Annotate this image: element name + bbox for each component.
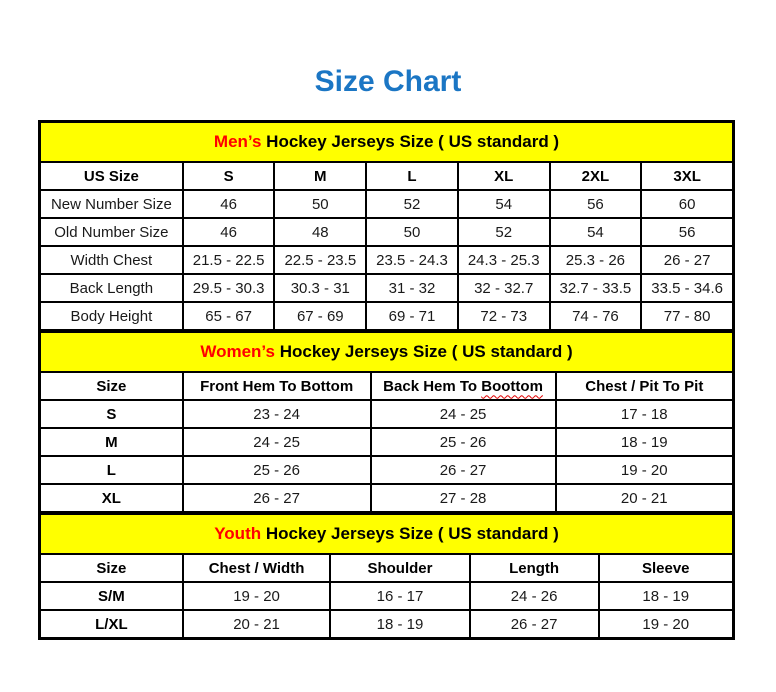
size-value: 46 [183, 218, 275, 246]
row-label: S/M [40, 582, 183, 610]
col-header-2xl: 2XL [550, 162, 642, 190]
size-value: 18 - 19 [330, 610, 469, 638]
size-value: 20 - 21 [556, 484, 733, 512]
size-value: 32 - 32.7 [458, 274, 550, 302]
size-value: 22.5 - 23.5 [274, 246, 366, 274]
size-value: 25 - 26 [371, 428, 556, 456]
size-value: 19 - 20 [599, 610, 733, 638]
col-header-us-size: US Size [40, 162, 183, 190]
size-value: 72 - 73 [458, 302, 550, 330]
mens-section-title [40, 122, 733, 162]
col-header-3xl: 3XL [641, 162, 733, 190]
womens-column-header-row [40, 372, 733, 400]
table-row-women-xl [40, 484, 733, 512]
table-row-width-chest [40, 246, 733, 274]
size-value: 74 - 76 [550, 302, 642, 330]
col-header-back-hem [371, 372, 556, 400]
misspelled-word-underline: Boottom [481, 377, 543, 395]
size-value: 77 - 80 [641, 302, 733, 330]
size-value: 23.5 - 24.3 [366, 246, 458, 274]
size-value: 54 [550, 218, 642, 246]
size-value: 52 [366, 190, 458, 218]
col-header-chest-width: Chest / Width [183, 554, 331, 582]
size-value: 29.5 - 30.3 [183, 274, 275, 302]
row-label: L/XL [40, 610, 183, 638]
table-row-women-s [40, 400, 733, 428]
size-value: 56 [641, 218, 733, 246]
row-label: Old Number Size [40, 218, 183, 246]
size-value: 56 [550, 190, 642, 218]
size-value: 54 [458, 190, 550, 218]
youth-section-header [40, 514, 733, 554]
col-header-m: M [274, 162, 366, 190]
mens-title-accent: Men’s [213, 132, 262, 151]
size-value: 25.3 - 26 [550, 246, 642, 274]
youth-size-table [39, 513, 734, 639]
size-value: 50 [274, 190, 366, 218]
size-value: 30.3 - 31 [274, 274, 366, 302]
youth-section-title [40, 514, 733, 554]
row-label: New Number Size [40, 190, 183, 218]
col-header-xl: XL [458, 162, 550, 190]
size-value: 50 [366, 218, 458, 246]
row-label: Back Length [40, 274, 183, 302]
size-value: 26 - 27 [183, 484, 371, 512]
col-header-length: Length [470, 554, 599, 582]
table-row-youth-lxl [40, 610, 733, 638]
womens-title-accent: Women’s [200, 342, 275, 361]
size-value: 46 [183, 190, 275, 218]
col-header-sleeve: Sleeve [599, 554, 733, 582]
table-row-new-number-size [40, 190, 733, 218]
col-header-l: L [366, 162, 458, 190]
size-value: 23 - 24 [183, 400, 371, 428]
size-value: 18 - 19 [599, 582, 733, 610]
mens-title-rest: Hockey Jerseys Size ( US standard ) [261, 132, 560, 151]
table-row-body-height [40, 302, 733, 330]
size-value: 19 - 20 [183, 582, 331, 610]
table-row-youth-sm [40, 582, 733, 610]
table-row-back-length [40, 274, 733, 302]
mens-section-header [40, 122, 733, 162]
size-value: 24 - 25 [183, 428, 371, 456]
row-label: L [40, 456, 183, 484]
size-value: 24 - 25 [371, 400, 556, 428]
size-value: 27 - 28 [371, 484, 556, 512]
table-row-women-l [40, 456, 733, 484]
size-value: 26 - 27 [470, 610, 599, 638]
table-row-women-m [40, 428, 733, 456]
size-value: 69 - 71 [366, 302, 458, 330]
col-header-size: Size [40, 372, 183, 400]
size-value: 18 - 19 [556, 428, 733, 456]
size-value: 67 - 69 [274, 302, 366, 330]
youth-title-rest: Hockey Jerseys Size ( US standard ) [261, 524, 559, 543]
size-value: 21.5 - 22.5 [183, 246, 275, 274]
row-label: M [40, 428, 183, 456]
size-value: 26 - 27 [641, 246, 733, 274]
womens-section-header [40, 332, 733, 372]
mens-column-header-row [40, 162, 733, 190]
col-header-shoulder: Shoulder [330, 554, 469, 582]
size-value: 60 [641, 190, 733, 218]
womens-section-title [40, 332, 733, 372]
size-value: 17 - 18 [556, 400, 733, 428]
col-header-chest-pit: Chest / Pit To Pit [556, 372, 733, 400]
size-value: 33.5 - 34.6 [641, 274, 733, 302]
back-hem-label-prefix: Back Hem To [383, 377, 482, 395]
size-value: 32.7 - 33.5 [550, 274, 642, 302]
row-label: Width Chest [40, 246, 183, 274]
table-row-old-number-size [40, 218, 733, 246]
youth-column-header-row [40, 554, 733, 582]
size-value: 31 - 32 [366, 274, 458, 302]
womens-size-table [39, 331, 734, 513]
row-label: S [40, 400, 183, 428]
size-chart-tables [38, 120, 735, 640]
youth-title-accent: Youth [214, 524, 262, 543]
size-value: 52 [458, 218, 550, 246]
size-value: 26 - 27 [371, 456, 556, 484]
row-label: Body Height [40, 302, 183, 330]
col-header-size: Size [40, 554, 183, 582]
size-value: 24.3 - 25.3 [458, 246, 550, 274]
mens-size-table [39, 121, 734, 331]
size-value: 20 - 21 [183, 610, 331, 638]
size-value: 19 - 20 [556, 456, 733, 484]
page-title: Size Chart [314, 65, 462, 98]
womens-title-rest: Hockey Jerseys Size ( US standard ) [274, 342, 573, 361]
size-value: 16 - 17 [330, 582, 469, 610]
size-value: 24 - 26 [470, 582, 599, 610]
size-value: 25 - 26 [183, 456, 371, 484]
size-value: 48 [274, 218, 366, 246]
size-value: 65 - 67 [183, 302, 275, 330]
col-header-s: S [183, 162, 275, 190]
row-label: XL [40, 484, 183, 512]
col-header-front-hem: Front Hem To Bottom [183, 372, 371, 400]
